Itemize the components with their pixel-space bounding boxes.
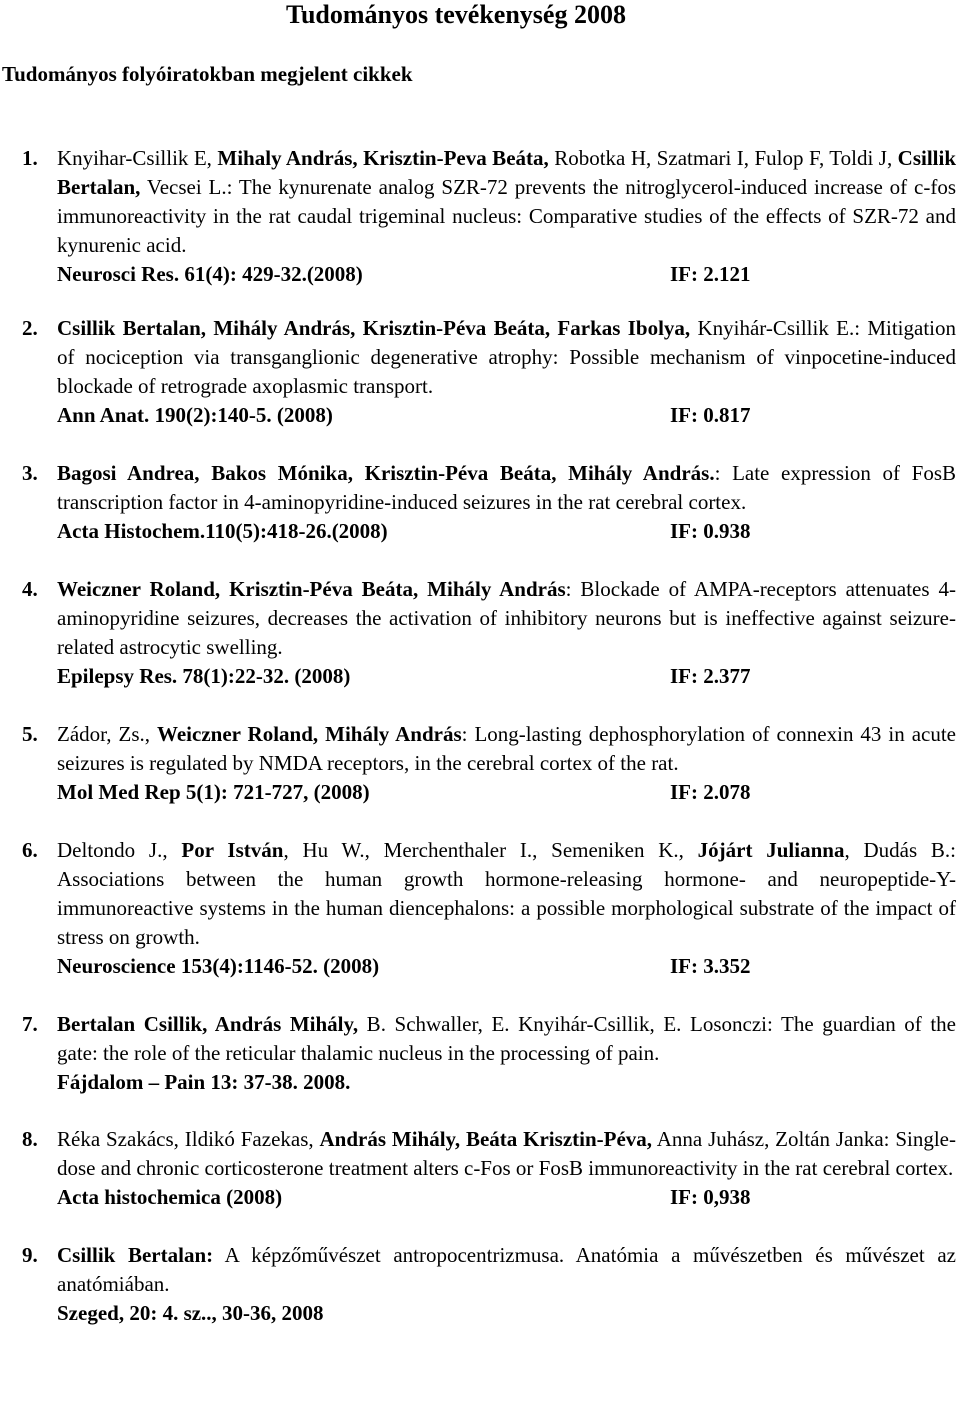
citation-segment: : Late expression of FosB transcription factor in 4-aminopyridine-induced seizures in the rat cerebral cortex.	[57, 461, 956, 514]
citation-segment: : Long-lasting dephosphorylation of connexin 43 in acute seizures is regulated by NMDA receptors, in the cerebral cortex of the rat.	[57, 722, 956, 775]
author-highlight: Csillik Bertalan:	[57, 1243, 214, 1267]
journal-line	[57, 1183, 956, 1212]
item-number: 4.	[22, 577, 38, 601]
citation-text	[57, 720, 956, 778]
citation-text	[57, 144, 956, 260]
citation-segment: , Hu W., Merchenthaler I., Semeniken K.,	[283, 838, 698, 862]
publication-item	[0, 144, 956, 289]
author-highlight: Weiczner Roland, Krisztin-Péva Beáta, Mihály András	[57, 577, 566, 601]
author-highlight: Csillik Bertalan,	[57, 146, 957, 199]
journal-reference: Fájdalom – Pain 13: 37-38. 2008.	[57, 1070, 351, 1094]
citation-text	[57, 1125, 956, 1183]
citation-segment: : Blockade of AMPA-receptors attenuates 4-aminopyridine seizures, decreases the activation of inhibitory neurons but is ineffective against seizure-related astrocytic swelling.	[57, 577, 956, 659]
citation-segment: A képzőművészet antropocentrizmusa. Anatómia a művészetben és művészet az anatómiában.	[57, 1243, 956, 1296]
author-highlight: Csillik Bertalan, Mihály András, Krisztin-Péva Beáta, Farkas Ibolya,	[57, 316, 691, 340]
author-highlight: András Mihály, Beáta Krisztin-Péva,	[319, 1127, 653, 1151]
item-number: 5.	[22, 722, 38, 746]
citation-text	[57, 1241, 956, 1299]
author-highlight: Jójárt Julianna	[697, 838, 845, 862]
journal-line	[57, 517, 956, 546]
publication-item	[0, 720, 956, 807]
citation-text	[57, 314, 956, 401]
journal-line	[57, 662, 956, 691]
author-highlight: Mihaly András, Krisztin-Peva Beáta,	[217, 146, 549, 170]
journal-reference: Acta Histochem.110(5):418-26.(2008)	[57, 519, 388, 543]
citation-text	[57, 575, 956, 662]
publication-item	[0, 1010, 956, 1097]
author-highlight: Por István	[181, 838, 284, 862]
citation-segment: Robotka H, Szatmari I, Fulop F, Toldi J,	[548, 146, 898, 170]
journal-line	[57, 778, 956, 807]
item-number: 3.	[22, 461, 38, 485]
journal-line	[57, 1299, 956, 1328]
section-heading: Tudományos folyóiratokban megjelent cikkek	[2, 62, 413, 86]
impact-factor: IF: 0.938	[670, 519, 751, 543]
publication-item	[0, 459, 956, 546]
citation-segment: Knyihár-Csillik E.: Mitigation of nociception via transganglionic degenerative atrophy: Possible mechanism of vinpocetine-induced blockade of retrograde axoplasmic transport.	[57, 316, 956, 398]
item-number: 7.	[22, 1012, 38, 1036]
journal-line	[57, 1068, 956, 1097]
publication-item	[0, 836, 956, 981]
item-number: 6.	[22, 838, 38, 862]
author-highlight: Bagosi Andrea, Bakos Mónika, Krisztin-Péva Beáta, Mihály András.	[57, 461, 715, 485]
impact-factor: IF: 2.121	[670, 262, 751, 286]
page-title: Tudományos tevékenység 2008	[286, 0, 626, 29]
journal-line	[57, 401, 956, 430]
impact-factor: IF: 2.078	[670, 780, 751, 804]
citation-segment: Knyihar-Csillik E,	[57, 146, 218, 170]
item-number: 8.	[22, 1127, 38, 1151]
citation-segment: Vecsei L.: The kynurenate analog SZR-72 prevents the nitroglycerol-induced increase of c-fos immunoreactivity in the rat caudal trigeminal nucleus: Comparative studies of the effects of SZR-72 and kynurenic acid.	[57, 175, 956, 257]
publication-item	[0, 314, 956, 430]
journal-reference: Neuroscience 153(4):1146-52. (2008)	[57, 954, 380, 978]
citation-segment: , Dudás B.: Associations between the human growth hormone-releasing hormone- and neuropeptide-Y-immunoreactive systems in the human diencephalons: a possible morphological substrate of the impact of stress on growth.	[57, 838, 957, 949]
author-highlight: Weiczner Roland, Mihály András	[157, 722, 462, 746]
impact-factor: IF: 0,938	[670, 1185, 751, 1209]
publication-item	[0, 1125, 956, 1212]
citation-segment: Deltondo J.,	[57, 838, 182, 862]
item-number: 1.	[22, 146, 38, 170]
citation-segment: Anna Juhász, Zoltán Janka: Single-dose and chronic corticosterone treatment alters c-Fos or FosB immunoreactivity in the rat cerebral cortex.	[57, 1127, 956, 1180]
author-highlight: Bertalan Csillik, András Mihály,	[57, 1012, 359, 1036]
impact-factor: IF: 3.352	[670, 954, 751, 978]
item-number: 2.	[22, 316, 38, 340]
publication-list	[0, 144, 956, 1328]
journal-reference: Mol Med Rep 5(1): 721-727, (2008)	[57, 780, 370, 804]
impact-factor: IF: 0.817	[670, 403, 751, 427]
journal-reference: Ann Anat. 190(2):140-5. (2008)	[57, 403, 333, 427]
journal-line	[57, 952, 956, 981]
journal-line	[57, 260, 956, 289]
journal-reference: Acta histochemica (2008)	[57, 1185, 283, 1209]
citation-text	[57, 1010, 956, 1068]
journal-reference: Szeged, 20: 4. sz.., 30-36, 2008	[57, 1301, 324, 1325]
journal-reference: Epilepsy Res. 78(1):22-32. (2008)	[57, 664, 351, 688]
citation-segment: B. Schwaller, E. Knyihár-Csillik, E. Losonczi: The guardian of the gate: the role of the reticular thalamic nucleus in the processing of pain.	[57, 1012, 956, 1065]
citation-text	[57, 459, 956, 517]
citation-segment: Réka Szakács, Ildikó Fazekas,	[57, 1127, 320, 1151]
impact-factor: IF: 2.377	[670, 664, 751, 688]
publication-item	[0, 1241, 956, 1328]
citation-text	[57, 836, 956, 952]
journal-reference: Neurosci Res. 61(4): 429-32.(2008)	[57, 262, 363, 286]
item-number: 9.	[22, 1243, 38, 1267]
publication-item	[0, 575, 956, 691]
citation-segment: Zádor, Zs.,	[57, 722, 157, 746]
